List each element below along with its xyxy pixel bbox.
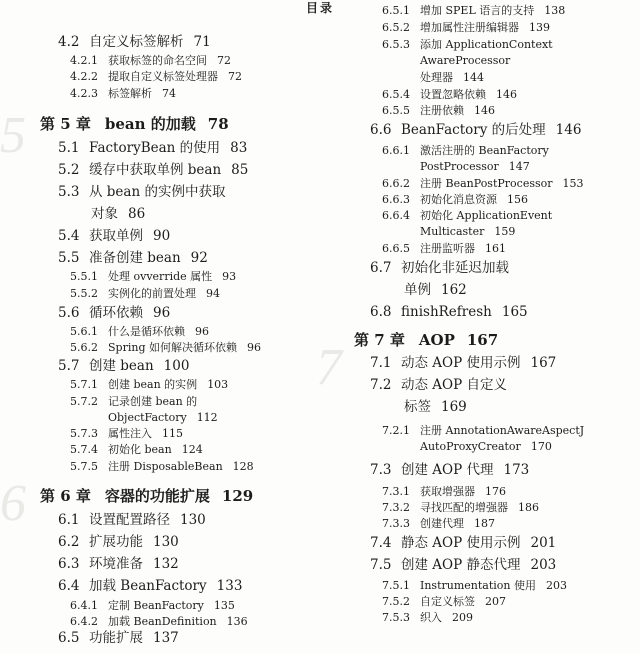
- toc-entry-page: 94: [206, 287, 220, 300]
- toc-entry-title: 寻找匹配的增强器: [420, 501, 508, 514]
- toc-entry-page: 176: [485, 485, 506, 498]
- toc-entry-5-7-3[interactable]: [70, 426, 183, 442]
- toc-entry-title-continued: Multicaster: [420, 225, 485, 238]
- toc-entry-title: 创建 bean: [89, 358, 154, 374]
- toc-entry-title-continued: 对象: [91, 206, 118, 222]
- toc-entry-5-5-1[interactable]: [70, 269, 236, 285]
- toc-entry-page: 78: [207, 115, 229, 133]
- toc-entry-title-continued: PostProcessor: [420, 160, 499, 173]
- toc-entry-7-3-2[interactable]: [382, 500, 539, 516]
- toc-entry-7[interactable]: [354, 332, 498, 348]
- toc-entry-5-7-5[interactable]: [70, 459, 254, 475]
- toc-entry-5-7-2[interactable]: [70, 394, 197, 410]
- toc-entry-page: 115: [162, 427, 183, 440]
- toc-entry-page: 103: [207, 378, 229, 391]
- toc-entry-5-3-continued[interactable]: [91, 206, 145, 222]
- toc-entry-number: 7.3.1: [382, 485, 410, 498]
- toc-entry-number: 6.7: [370, 260, 392, 276]
- toc-entry-title: 定制 BeanFactory: [108, 599, 204, 612]
- toc-entry-5-5[interactable]: [58, 250, 208, 266]
- toc-entry-page: 90: [153, 228, 171, 244]
- toc-entry-page: 203: [545, 579, 567, 592]
- toc-entry-number: 5.7.4: [70, 443, 98, 456]
- toc-entry-title: finishRefresh: [401, 304, 492, 320]
- toc-entry-number: 4.2.2: [70, 70, 98, 83]
- toc-entry-page: 85: [231, 162, 249, 178]
- toc-entry-title: 什么是循环依赖: [108, 325, 185, 338]
- toc-entry-number: 5.3: [58, 184, 80, 200]
- toc-entry-7-4[interactable]: [370, 535, 556, 551]
- toc-entry-6-5[interactable]: [58, 630, 179, 646]
- toc-entry-page: 159: [494, 225, 516, 238]
- toc-entry-page: 187: [474, 517, 495, 530]
- toc-entry-title-continued: AutoProxyCreator: [420, 440, 521, 453]
- toc-entry-page: 146: [555, 122, 582, 138]
- toc-entry-number: 6.3: [58, 556, 80, 572]
- toc-entry-title-continued: 标签: [404, 399, 431, 415]
- toc-entry-number: 5.6.1: [70, 325, 98, 338]
- toc-entry-page: 129: [221, 487, 254, 505]
- toc-entry-number: 第 6 章: [40, 487, 91, 505]
- toc-entry-page: 167: [466, 331, 499, 349]
- toc-entry-5-6-1[interactable]: [70, 324, 209, 340]
- toc-entry-page: 112: [196, 411, 218, 424]
- toc-entry-page: 96: [153, 305, 171, 321]
- toc-entry-title: 织入: [420, 611, 442, 624]
- toc-entry-5[interactable]: [40, 116, 229, 132]
- toc-entry-4-2-2[interactable]: [70, 69, 242, 85]
- toc-entry-title: Instrumentation 使用: [420, 579, 536, 592]
- toc-entry-title: 准备创建 bean: [89, 250, 181, 266]
- toc-entry-title: 标签解析: [108, 87, 152, 100]
- toc-entry-title: 添加 ApplicationContext: [420, 38, 553, 51]
- toc-entry-6-4-2[interactable]: [70, 614, 248, 630]
- toc-entry-title-continued: 处理器: [420, 71, 453, 84]
- toc-entry-title: 注册 AnnotationAwareAspectJ: [420, 424, 585, 437]
- toc-entry-6-1[interactable]: [58, 512, 206, 528]
- toc-entry-number: 6.1: [58, 512, 80, 528]
- toc-entry-page: 167: [530, 355, 557, 371]
- toc-entry-title: 创建 AOP 代理: [401, 462, 494, 478]
- toc-entry-title: 容器的功能扩展: [104, 487, 210, 505]
- toc-entry-title: 初始化 bean: [108, 443, 172, 456]
- toc-entry-title: 注册 BeanPostProcessor: [420, 177, 553, 190]
- toc-entry-page: 162: [441, 282, 467, 298]
- toc-entry-page: 74: [162, 87, 176, 100]
- toc-entry-number: 7.5: [370, 557, 392, 573]
- toc-entry-6-5-1[interactable]: [382, 3, 565, 19]
- toc-entry-number: 5.2: [58, 162, 80, 178]
- toc-entry-number: 4.2.3: [70, 87, 98, 100]
- toc-entry-title: 创建代理: [420, 517, 464, 530]
- toc-entry-title: 处理 ovverride 属性: [108, 270, 213, 283]
- toc-entry-page: 132: [153, 556, 179, 572]
- toc-entry-page: 92: [190, 250, 208, 266]
- toc-entry-title: 扩展功能: [89, 534, 143, 550]
- toc-entry-number: 5.5: [58, 250, 80, 266]
- toc-entry-page: 201: [530, 535, 557, 551]
- toc-entry-page: 161: [485, 242, 506, 255]
- toc-entry-page: 72: [228, 70, 242, 83]
- toc-entry-number: 6.5.5: [382, 104, 410, 117]
- toc-entry-page: 146: [496, 88, 517, 101]
- toc-entry-title: 动态 AOP 使用示例: [401, 355, 521, 371]
- toc-entry-5-7[interactable]: [58, 358, 189, 374]
- toc-entry-number: 6.6.4: [382, 209, 410, 222]
- toc-entry-title: 获取标签的命名空间: [108, 54, 207, 67]
- toc-entry-title: 环境准备: [89, 556, 143, 572]
- toc-entry-title: AOP: [418, 331, 455, 349]
- toc-entry-7-3-3[interactable]: [382, 516, 495, 532]
- toc-entry-page: 165: [501, 304, 528, 320]
- toc-entry-title: BeanFactory 的后处理: [401, 122, 546, 138]
- toc-entry-number: 6.5: [58, 630, 80, 646]
- toc-entry-6[interactable]: [40, 488, 253, 504]
- toc-entry-number: 第 5 章: [40, 115, 91, 133]
- toc-entry-7-3[interactable]: [370, 462, 529, 478]
- toc-entry-page: 136: [226, 615, 248, 628]
- toc-entry-page: 153: [562, 177, 584, 190]
- toc-entry-number: 4.2: [58, 34, 80, 50]
- toc-entry-6-6-1[interactable]: [382, 143, 549, 159]
- toc-entry-page: 96: [195, 325, 209, 338]
- toc-entry-title-continued: AwareProcessor: [420, 54, 511, 67]
- toc-entry-page: 207: [485, 595, 506, 608]
- toc-entry-6-3[interactable]: [58, 556, 179, 572]
- toc-entry-title: 提取自定义标签处理器: [108, 70, 218, 83]
- toc-entry-7-2-1[interactable]: [382, 423, 584, 439]
- toc-entry-6-5-3-continued-2[interactable]: [420, 70, 484, 86]
- toc-entry-title: 自定义标签解析: [89, 34, 184, 50]
- toc-entry-number: 6.6.3: [382, 193, 410, 206]
- toc-entry-6-5-2[interactable]: [382, 20, 550, 36]
- toc-entry-7-5-3[interactable]: [382, 610, 473, 626]
- toc-entry-title: 自定义标签: [420, 595, 475, 608]
- toc-entry-number: 7.5.2: [382, 595, 410, 608]
- chapter-6-watermark: 6: [0, 475, 26, 532]
- toc-entry-title: 功能扩展: [89, 630, 143, 646]
- toc-entry-title: 记录创建 bean 的: [108, 395, 198, 408]
- toc-entry-number: 第 7 章: [354, 331, 405, 349]
- toc-entry-title: 实例化的前置处理: [108, 287, 196, 300]
- toc-entry-6-4[interactable]: [58, 578, 242, 594]
- toc-entry-6-5-3-continued[interactable]: [420, 53, 510, 69]
- toc-entry-page: 173: [503, 462, 530, 478]
- toc-entry-title: 初始化消息资源: [420, 193, 497, 206]
- toc-entry-title: 创建 bean 的实例: [108, 378, 198, 391]
- toc-entry-6-6-4-continued[interactable]: [420, 224, 515, 240]
- toc-entry-page: 72: [217, 54, 231, 67]
- toc-entry-number: 5.6: [58, 305, 80, 321]
- toc-entry-number: 6.4.2: [70, 615, 98, 628]
- toc-entry-number: 7.2.1: [382, 424, 410, 437]
- toc-entry-5-6-2[interactable]: [70, 340, 261, 356]
- toc-entry-title: 获取增强器: [420, 485, 475, 498]
- toc-entry-title: 注册监听器: [420, 242, 475, 255]
- toc-entry-title: 从 bean 的实例中获取: [89, 184, 226, 200]
- toc-entry-6-6[interactable]: [370, 122, 581, 138]
- toc-entry-4-2[interactable]: [58, 34, 211, 50]
- toc-entry-page: 71: [193, 34, 211, 50]
- toc-entry-page: 146: [474, 104, 495, 117]
- toc-entry-title: 增加属性注册编辑器: [420, 21, 519, 34]
- toc-entry-title: bean 的加载: [104, 115, 196, 133]
- toc-entry-6-4-1[interactable]: [70, 598, 235, 614]
- toc-entry-page: 128: [232, 460, 254, 473]
- toc-entry-number: 7.1: [370, 355, 392, 371]
- toc-entry-number: 7.5.3: [382, 611, 410, 624]
- toc-entry-title: 加载 BeanFactory: [89, 578, 207, 594]
- toc-entry-title: 循环依赖: [89, 305, 143, 321]
- page-header: 目录: [305, 1, 334, 15]
- toc-entry-page: 147: [508, 160, 530, 173]
- toc-entry-6-5-4[interactable]: [382, 87, 517, 103]
- toc-entry-6-5-5[interactable]: [382, 103, 495, 119]
- toc-entry-5-4[interactable]: [58, 228, 170, 244]
- toc-entry-number: 5.7.2: [70, 395, 98, 408]
- toc-entry-page: 96: [246, 341, 261, 354]
- toc-entry-page: 93: [222, 270, 237, 283]
- toc-entry-5-7-4[interactable]: [70, 442, 203, 458]
- toc-entry-number: 7.3.3: [382, 517, 410, 530]
- toc-entry-title: 缓存中获取单例 bean: [89, 162, 222, 178]
- toc-entry-title: 增加 SPEL 语言的支持: [420, 4, 535, 17]
- toc-entry-title: 激活注册的 BeanFactory: [420, 144, 549, 157]
- toc-entry-5-6[interactable]: [58, 305, 170, 321]
- toc-entry-title-continued: ObjectFactory: [108, 411, 187, 424]
- toc-entry-page: 133: [216, 578, 243, 594]
- toc-entry-title: 初始化非延迟加载: [401, 260, 509, 276]
- toc-entry-5-7-1[interactable]: [70, 377, 228, 393]
- toc-entry-number: 6.5.2: [382, 21, 410, 34]
- toc-entry-page: 86: [128, 206, 146, 222]
- toc-entry-page: 144: [463, 71, 484, 84]
- toc-entry-5-5-2[interactable]: [70, 286, 220, 302]
- toc-right-column: [320, 0, 620, 654]
- toc-entry-6-8[interactable]: [370, 304, 528, 320]
- toc-entry-title: 设置忽略依赖: [420, 88, 486, 101]
- toc-entry-page: 156: [507, 193, 528, 206]
- toc-entry-6-6-4[interactable]: [382, 208, 552, 224]
- toc-entry-6-7[interactable]: [370, 260, 509, 276]
- toc-entry-title: FactoryBean 的使用: [89, 140, 221, 156]
- toc-entry-title: 动态 AOP 自定义: [401, 377, 507, 393]
- toc-entry-number: 6.5.4: [382, 88, 410, 101]
- toc-entry-page: 170: [530, 440, 552, 453]
- toc-entry-number: 6.6.2: [382, 177, 410, 190]
- toc-entry-title: 注册依赖: [420, 104, 464, 117]
- toc-entry-7-5-1[interactable]: [382, 578, 567, 594]
- toc-entry-title-continued: 单例: [404, 282, 431, 298]
- toc-entry-5-1[interactable]: [58, 140, 247, 156]
- toc-entry-page: 130: [180, 512, 206, 528]
- toc-entry-7-2[interactable]: [370, 377, 507, 393]
- toc-entry-title: 初始化 ApplicationEvent: [420, 209, 553, 222]
- toc-entry-number: 5.5.2: [70, 287, 98, 300]
- toc-entry-7-3-1[interactable]: [382, 484, 506, 500]
- toc-entry-number: 7.3.2: [382, 501, 410, 514]
- toc-entry-number: 6.6: [370, 122, 392, 138]
- toc-entry-page: 135: [213, 599, 235, 612]
- toc-entry-title: 静态 AOP 使用示例: [401, 535, 521, 551]
- toc-entry-number: 6.4: [58, 578, 80, 594]
- toc-entry-5-7-2-continued[interactable]: [108, 410, 218, 426]
- toc-entry-title: 加载 BeanDefinition: [108, 615, 217, 628]
- toc-entry-number: 5.4: [58, 228, 80, 244]
- toc-entry-5-2[interactable]: [58, 162, 248, 178]
- toc-entry-number: 5.7.5: [70, 460, 98, 473]
- toc-entry-number: 5.1: [58, 140, 80, 156]
- toc-entry-number: 7.3: [370, 462, 392, 478]
- toc-entry-page: 203: [530, 557, 557, 573]
- toc-entry-number: 5.7.1: [70, 378, 98, 391]
- toc-entry-7-1[interactable]: [370, 355, 556, 371]
- toc-entry-title: 设置配置路径: [89, 512, 170, 528]
- toc-entry-number: 7.2: [370, 377, 392, 393]
- toc-entry-title: 属性注入: [108, 427, 152, 440]
- toc-entry-title: 注册 DisposableBean: [108, 460, 223, 473]
- toc-entry-page: 139: [529, 21, 550, 34]
- toc-entry-number: 5.7.3: [70, 427, 98, 440]
- toc-entry-6-6-3[interactable]: [382, 192, 528, 208]
- toc-entry-page: 138: [544, 4, 566, 17]
- toc-entry-6-2[interactable]: [58, 534, 179, 550]
- toc-entry-number: 6.6.5: [382, 242, 410, 255]
- toc-entry-number: 6.6.1: [382, 144, 410, 157]
- toc-entry-number: 6.4.1: [70, 599, 98, 612]
- toc-entry-6-7-continued[interactable]: [404, 282, 467, 298]
- toc-entry-4-2-3[interactable]: [70, 86, 176, 102]
- chapter-7-watermark: 7: [316, 339, 342, 396]
- chapter-5-watermark: 5: [0, 107, 26, 164]
- toc-entry-number: 6.5.3: [382, 38, 410, 51]
- toc-entry-title: 创建 AOP 静态代理: [401, 557, 521, 573]
- toc-entry-page: 169: [441, 399, 467, 415]
- toc-entry-title: 获取单例: [89, 228, 143, 244]
- toc-entry-6-6-5[interactable]: [382, 241, 506, 257]
- toc-entry-7-5[interactable]: [370, 557, 556, 573]
- toc-entry-number: 6.8: [370, 304, 392, 320]
- toc-entry-number: 7.4: [370, 535, 392, 551]
- toc-entry-page: 130: [153, 534, 179, 550]
- toc-entry-number: 5.5.1: [70, 270, 98, 283]
- toc-left-column: [0, 0, 300, 654]
- toc-entry-7-2-1-continued[interactable]: [420, 439, 552, 455]
- toc-entry-6-6-2[interactable]: [382, 176, 584, 192]
- toc-entry-page: 83: [230, 140, 248, 156]
- toc-entry-page: 137: [153, 630, 179, 646]
- toc-entry-number: 5.6.2: [70, 341, 98, 354]
- toc-entry-number: 6.2: [58, 534, 80, 550]
- toc-entry-7-2-continued[interactable]: [404, 399, 467, 415]
- toc-entry-page: 124: [181, 443, 203, 456]
- toc-entry-page: 100: [163, 358, 190, 374]
- toc-entry-6-6-1-continued[interactable]: [420, 159, 530, 175]
- toc-entry-number: 4.2.1: [70, 54, 98, 67]
- toc-entry-5-3[interactable]: [58, 184, 225, 200]
- toc-entry-6-5-3[interactable]: [382, 37, 553, 53]
- toc-entry-4-2-1[interactable]: [70, 53, 231, 69]
- toc-entry-page: 186: [518, 501, 539, 514]
- toc-entry-7-5-2[interactable]: [382, 594, 506, 610]
- toc-entry-number: 7.5.1: [382, 579, 410, 592]
- toc-entry-number: 6.5.1: [382, 4, 410, 17]
- toc-entry-page: 209: [452, 611, 473, 624]
- toc-entry-title: Spring 如何解决循环依赖: [108, 341, 237, 354]
- toc-entry-number: 5.7: [58, 358, 80, 374]
